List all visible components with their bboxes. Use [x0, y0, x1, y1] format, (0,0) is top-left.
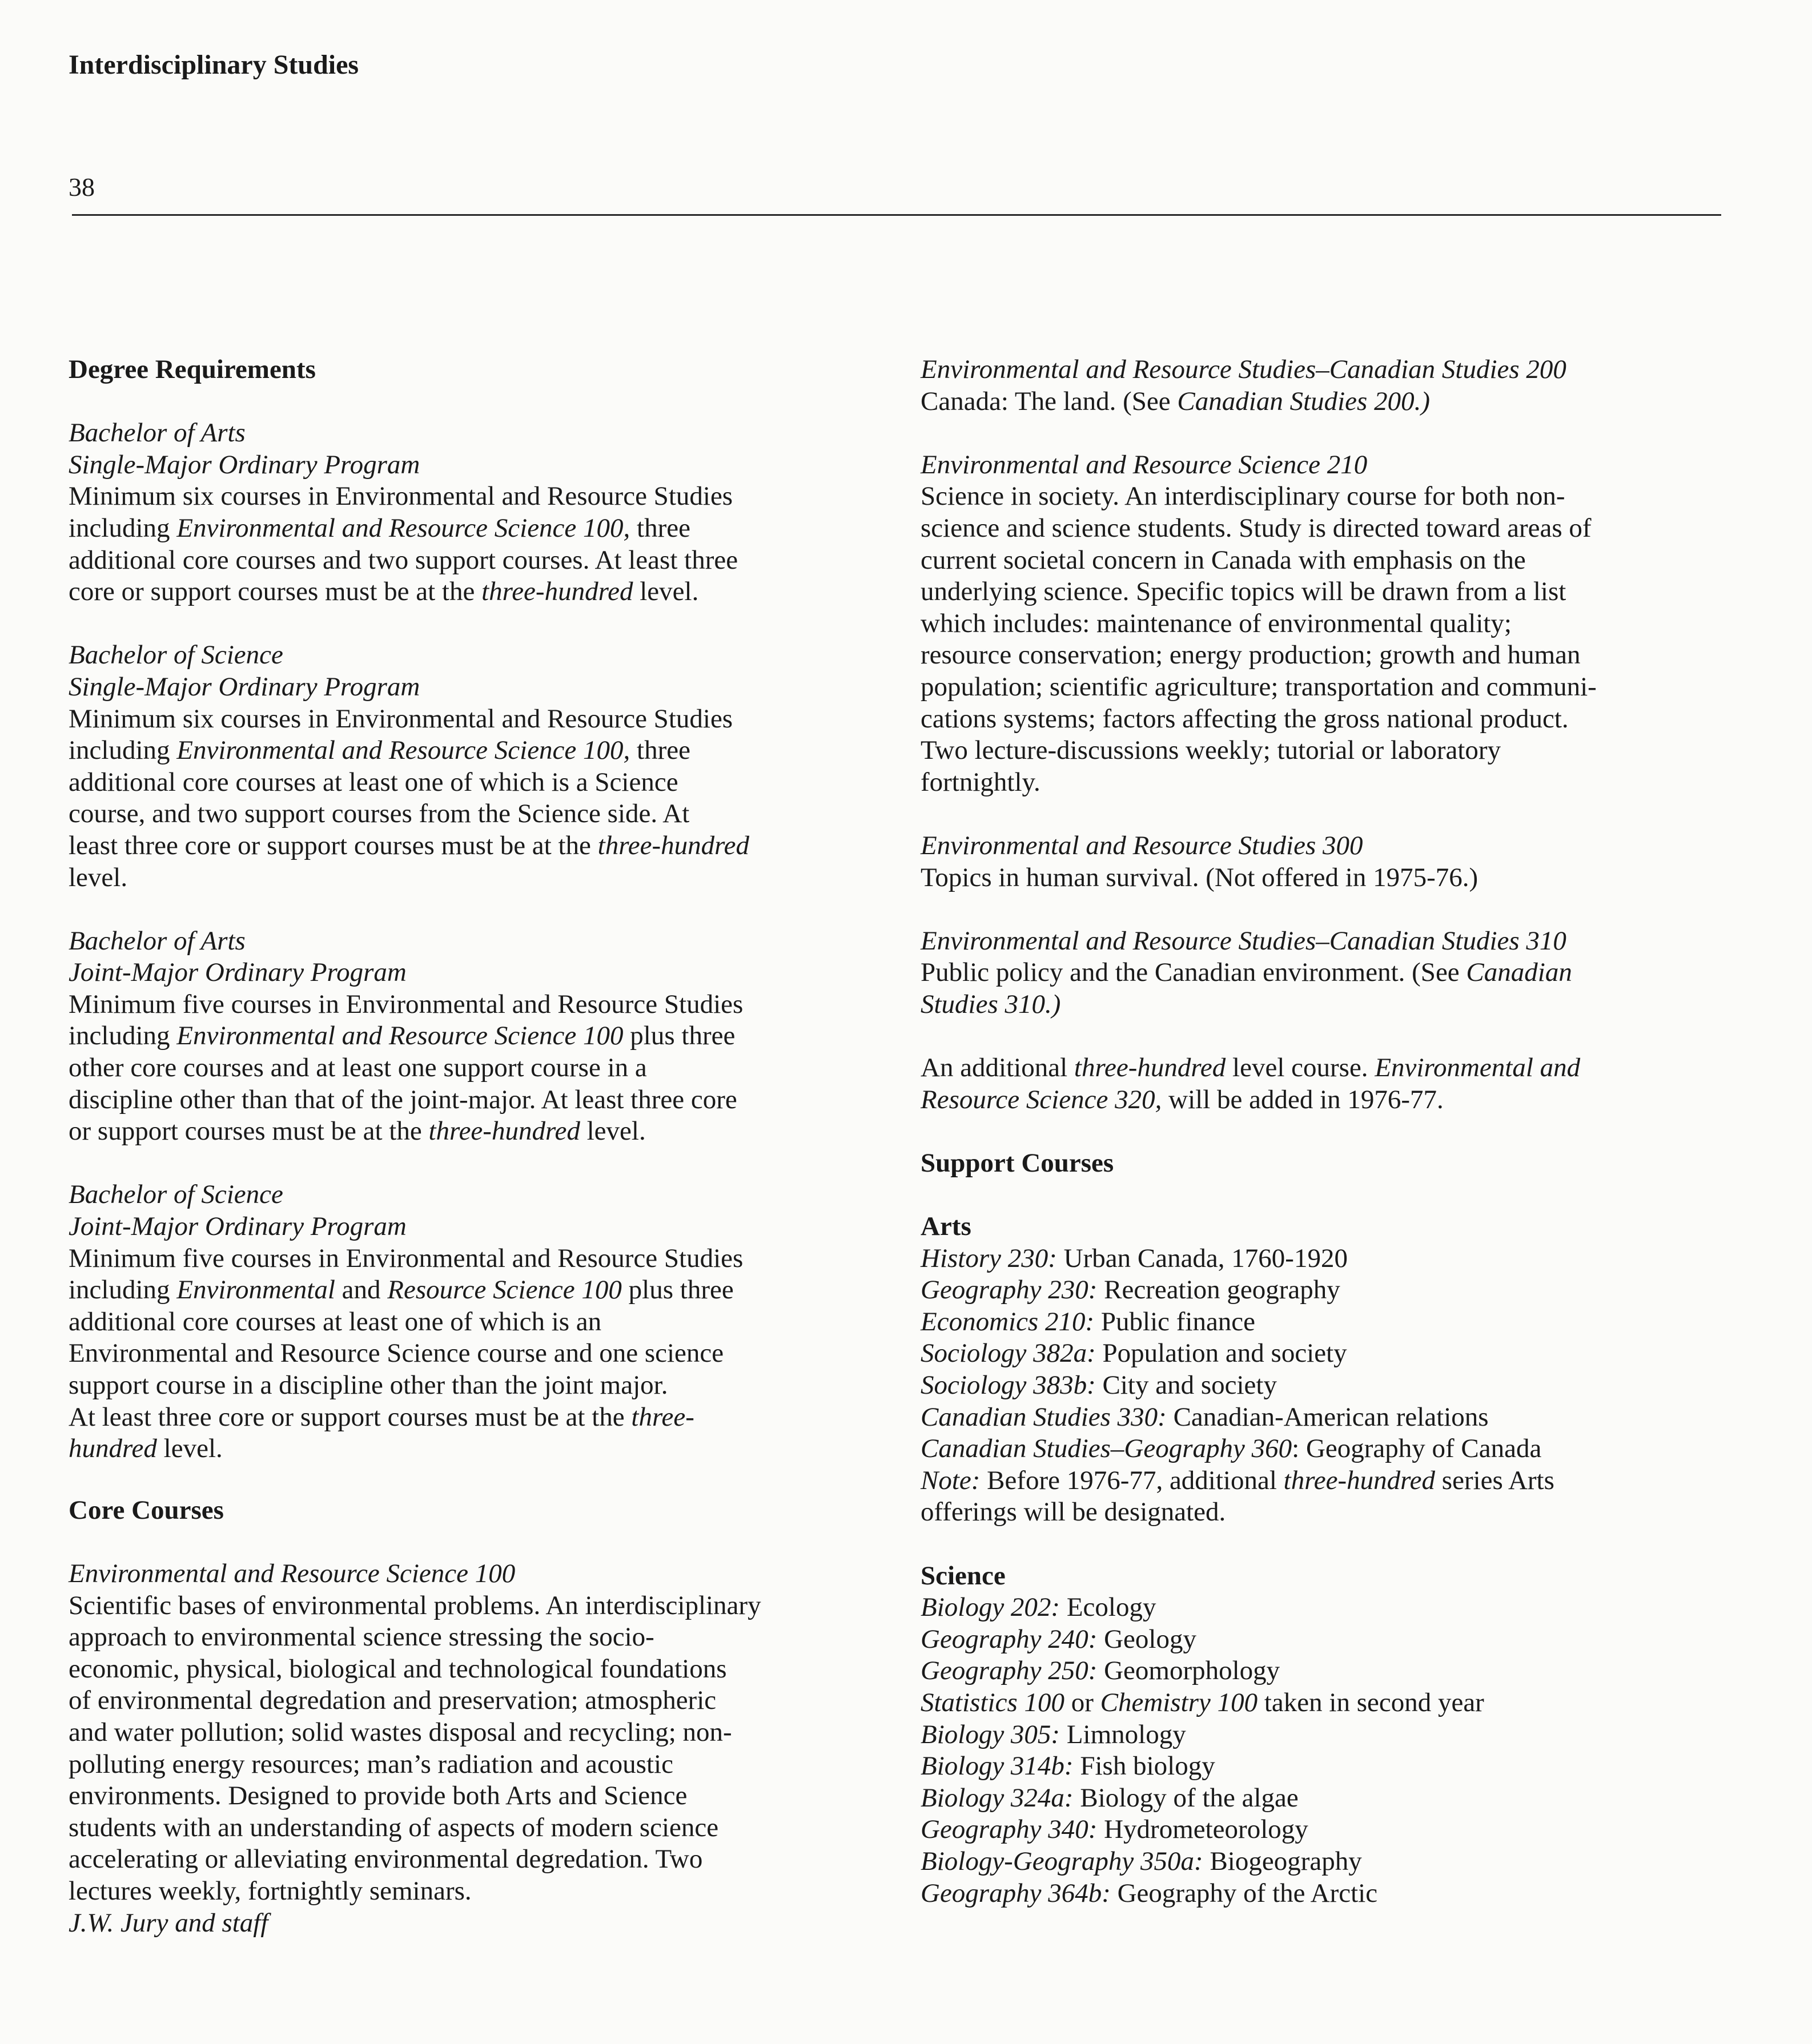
program-name: Joint-Major Ordinary Program: [69, 957, 407, 988]
course-ers-210: [921, 449, 1754, 799]
course-title: Environmental and Resource Studies 300: [921, 830, 1363, 860]
text-line: other core courses and at least one support course in a: [69, 1053, 647, 1083]
text-line: students with an understanding of aspects of modern science: [69, 1812, 719, 1842]
header-rule: [72, 214, 1721, 216]
degree-requirements-heading: Degree Requirements: [69, 355, 316, 384]
text-line: underlying science. Specific topics will be drawn from a list: [921, 577, 1566, 607]
science-support-list: [921, 1560, 1754, 1910]
left-column: [69, 354, 891, 1939]
text-line: cations systems; factors affecting the gross national product.: [921, 703, 1569, 734]
text-line: additional core courses and two support courses. At least three: [69, 545, 738, 575]
list-item: Geography 250: Geomorphology: [921, 1656, 1280, 1686]
degree-name: Bachelor of Arts: [69, 418, 246, 448]
text-line: An additional three-hundred level course. Environmental and: [921, 1053, 1581, 1083]
text-line: Studies 310.): [921, 989, 1061, 1019]
list-item: Biology 324a: Biology of the algae: [921, 1783, 1299, 1813]
text-line: Scientific bases of environmental problems. An interdisciplinary: [69, 1590, 761, 1620]
course-title: Environmental and Resource Studies–Canadian Studies 310: [921, 926, 1566, 956]
instructor: J.W. Jury and staff: [69, 1908, 268, 1938]
arts-support-list: [921, 1211, 1754, 1528]
course-title: Environmental and Resource Studies–Canadian Studies 200: [921, 355, 1566, 384]
course-ers-cs-200: [921, 354, 1754, 417]
text-line: accelerating or alleviating environmental degredation. Two: [69, 1844, 703, 1874]
ba-joint-major: [69, 926, 891, 1148]
support-courses-heading: Support Courses: [921, 1148, 1114, 1178]
text-line: core or support courses must be at the three-hundred level.: [69, 577, 699, 607]
course-ers-cs-310: [921, 926, 1754, 1021]
text-line: At least three core or support courses must be at the three-: [69, 1402, 694, 1432]
list-item: Sociology 383b: City and society: [921, 1370, 1277, 1400]
text-line: which includes: maintenance of environmental quality;: [921, 608, 1512, 638]
text-line: Canada: The land. (See Canadian Studies 200.): [921, 386, 1430, 416]
course-ers-100: [69, 1558, 891, 1939]
text-line: Environmental and Resource Science course and one science: [69, 1338, 724, 1369]
program-name: Single-Major Ordinary Program: [69, 449, 420, 480]
text-line: economic, physical, biological and technological foundations: [69, 1653, 727, 1684]
text-line: Topics in human survival. (Not offered in 1975-76.): [921, 862, 1478, 892]
list-item: Biology 202: Ecology: [921, 1592, 1156, 1623]
text-line: and water pollution; solid wastes disposal and recycling; non-: [69, 1717, 732, 1747]
text-line: polluting energy resources; man’s radiation and acoustic: [69, 1749, 673, 1779]
ba-single-major: [69, 417, 891, 608]
text-line: fortnightly.: [921, 767, 1040, 797]
page-number: 38: [69, 172, 95, 202]
degree-name: Bachelor of Science: [69, 1180, 283, 1210]
list-item: Statistics 100 or Chemistry 100 taken in second year: [921, 1687, 1484, 1717]
bs-joint-major: [69, 1179, 891, 1464]
text-line: course, and two support courses from the Science side. At: [69, 799, 690, 829]
text-line: or support courses must be at the three-hundred level.: [69, 1116, 646, 1146]
text-line: Minimum six courses in Environmental and Resource Studies: [69, 703, 733, 734]
text-line: Public policy and the Canadian environment. (See Canadian: [921, 957, 1572, 988]
course-ers-300: [921, 830, 1754, 894]
text-line: Science in society. An interdisciplinary course for both non-: [921, 481, 1565, 512]
right-column: [921, 354, 1754, 1909]
arts-heading: Arts: [921, 1212, 971, 1242]
program-name: Joint-Major Ordinary Program: [69, 1212, 407, 1242]
text-line: of environmental degredation and preservation; atmospheric: [69, 1685, 717, 1716]
list-item: Geography 230: Recreation geography: [921, 1275, 1340, 1305]
bs-single-major: [69, 639, 891, 894]
course-title: Environmental and Resource Science 210: [921, 449, 1368, 480]
additional-course-note: [921, 1052, 1754, 1116]
list-item: Geography 340: Hydrometeorology: [921, 1814, 1308, 1845]
course-title: Environmental and Resource Science 100: [69, 1558, 516, 1588]
list-item: Biology-Geography 350a: Biogeography: [921, 1846, 1362, 1876]
text-line: including Environmental and Resource Science 100 plus three: [69, 1021, 736, 1051]
text-line: hundred level.: [69, 1434, 223, 1464]
text-line: Two lecture-discussions weekly; tutorial or laboratory: [921, 735, 1501, 766]
text-line: additional core courses at least one of which is an: [69, 1306, 602, 1337]
text-line: support course in a discipline other than the joint major.: [69, 1370, 668, 1400]
arts-note: Note: Before 1976-77, additional three-hundred series Arts: [921, 1465, 1554, 1495]
list-item: Geography 240: Geology: [921, 1624, 1196, 1654]
text-line: Minimum five courses in Environmental and Resource Studies: [69, 989, 744, 1019]
text-line: lectures weekly, fortnightly seminars.: [69, 1876, 472, 1906]
core-courses-heading: Core Courses: [69, 1495, 224, 1525]
science-heading: Science: [921, 1560, 1006, 1591]
list-item: Canadian Studies 330: Canadian-American relations: [921, 1402, 1489, 1432]
text-line: including Environmental and Resource Science 100, three: [69, 513, 690, 543]
text-line: science and science students. Study is directed toward areas of: [921, 513, 1592, 543]
list-item: Sociology 382a: Population and society: [921, 1338, 1347, 1369]
program-name: Single-Major Ordinary Program: [69, 671, 420, 702]
text-line: approach to environmental science stressing the socio-: [69, 1622, 654, 1652]
text-line: Minimum six courses in Environmental and Resource Studies: [69, 481, 733, 512]
list-item: History 230: Urban Canada, 1760-1920: [921, 1243, 1348, 1273]
list-item: Canadian Studies–Geography 360: Geography of Canada: [921, 1434, 1542, 1464]
list-item: Biology 314b: Fish biology: [921, 1751, 1215, 1781]
list-item: Geography 364b: Geography of the Arctic: [921, 1878, 1378, 1908]
text-line: least three core or support courses must be at the three-hundred: [69, 830, 750, 860]
text-line: population; scientific agriculture; transportation and communi-: [921, 671, 1597, 702]
text-line: Resource Science 320, will be added in 1976-77.: [921, 1084, 1444, 1114]
text-line: discipline other than that of the joint-major. At least three core: [69, 1084, 737, 1114]
text-line: including Environmental and Resource Science 100 plus three: [69, 1275, 734, 1305]
running-header: Interdisciplinary Studies: [69, 50, 359, 80]
arts-note: offerings will be designated.: [921, 1497, 1226, 1527]
list-item: Biology 305: Limnology: [921, 1719, 1186, 1749]
text-line: additional core courses at least one of which is a Science: [69, 767, 678, 797]
degree-name: Bachelor of Science: [69, 640, 283, 670]
text-line: Minimum five courses in Environmental and Resource Studies: [69, 1243, 744, 1273]
text-line: including Environmental and Resource Science 100, three: [69, 735, 690, 766]
degree-name: Bachelor of Arts: [69, 926, 246, 956]
text-line: level.: [69, 862, 128, 892]
text-line: resource conservation; energy production; growth and human: [921, 640, 1581, 670]
list-item: Economics 210: Public finance: [921, 1306, 1256, 1337]
text-line: environments. Designed to provide both Arts and Science: [69, 1781, 688, 1811]
text-line: current societal concern in Canada with emphasis on the: [921, 545, 1526, 575]
